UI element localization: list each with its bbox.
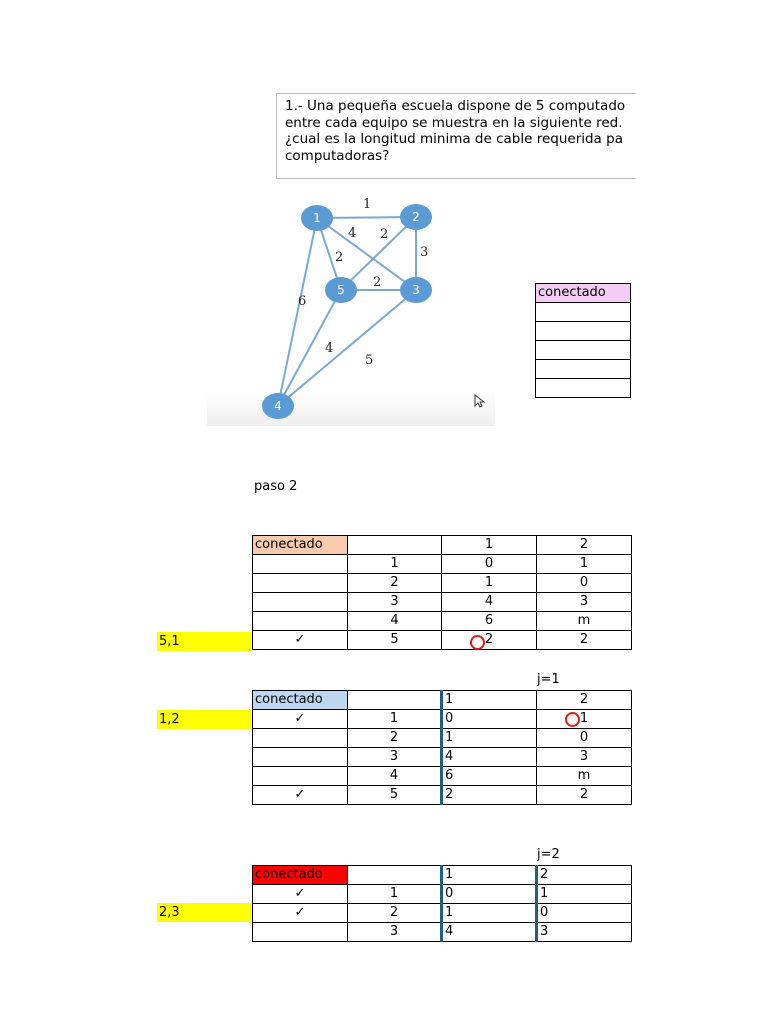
side-table-cell <box>536 341 631 360</box>
node-label-3: 3 <box>412 283 420 297</box>
value-cell: 0 <box>537 574 632 593</box>
paso-label: paso 2 <box>254 479 298 494</box>
value-cell: 3 <box>537 748 632 767</box>
value-cell: 1 <box>537 885 632 904</box>
row-label-highlight: 2,3 <box>157 903 251 922</box>
table1-col-header <box>348 536 442 555</box>
table1-header-conectado: conectado <box>253 536 348 555</box>
value-cell: 1 <box>442 729 537 748</box>
node-cell: 5 <box>348 786 442 805</box>
node-cell: 1 <box>348 885 442 904</box>
problem-line: computadoras? <box>285 147 390 164</box>
table-row <box>253 904 632 923</box>
row-label-highlight: 5,1 <box>157 632 251 651</box>
value-cell: 1 <box>442 904 537 923</box>
value-cell: 0 <box>442 555 537 574</box>
node-cell: 3 <box>348 748 442 767</box>
table-row <box>253 729 632 748</box>
node-label-2: 2 <box>412 210 420 224</box>
red-circle-mark <box>565 712 580 727</box>
check-cell <box>253 748 348 767</box>
table2-col-header <box>348 691 442 710</box>
edge-label-2-3: 3 <box>420 245 429 260</box>
j1-label: j=1 <box>537 672 560 687</box>
check-cell <box>253 574 348 593</box>
red-circle-mark <box>470 635 485 650</box>
table-row <box>253 574 632 593</box>
table3-header-conectado: conectado <box>253 866 348 885</box>
check-cell <box>253 923 348 942</box>
check-cell: ✓ <box>253 710 348 729</box>
problem-line: 1.- Una pequeña escuela dispone de 5 computado <box>285 98 626 114</box>
value-cell: m <box>537 767 632 786</box>
side-table-header: conectado <box>536 284 631 303</box>
problem-line: ¿cual es la longitud minima de cable requerida pa <box>285 131 623 147</box>
check-cell <box>253 767 348 786</box>
problem-line: entre cada equipo se muestra en la siguiente red. <box>285 114 623 131</box>
table-row <box>253 767 632 786</box>
side-conectado-table <box>535 283 631 398</box>
check-cell: ✓ <box>253 786 348 805</box>
edge-label-5-4: 4 <box>325 341 334 356</box>
value-cell: 3 <box>537 593 632 612</box>
node-cell: 4 <box>348 612 442 631</box>
node-cell: 2 <box>348 904 442 923</box>
table1-col-header: 2 <box>537 536 632 555</box>
check-cell: ✓ <box>253 885 348 904</box>
check-cell: ✓ <box>253 631 348 650</box>
table3-col-header <box>348 866 442 885</box>
table-j2 <box>252 865 632 942</box>
value-cell: 6 <box>442 612 537 631</box>
check-cell <box>253 593 348 612</box>
node-cell: 3 <box>348 593 442 612</box>
value-cell: 6 <box>442 767 537 786</box>
value-cell: m <box>537 612 632 631</box>
value-cell: 0 <box>537 729 632 748</box>
edge-label-5-3: 2 <box>373 275 382 290</box>
value-cell: 0 <box>442 710 537 729</box>
table3-col-header: 2 <box>537 866 632 885</box>
edge-label-1-2: 1 <box>363 197 372 212</box>
table-row <box>253 612 632 631</box>
node-cell: 1 <box>348 710 442 729</box>
table-row <box>253 555 632 574</box>
value-cell: 4 <box>442 923 537 942</box>
node-cell: 3 <box>348 923 442 942</box>
table-row <box>253 748 632 767</box>
value-cell: 3 <box>537 923 632 942</box>
value-cell: 2 <box>537 631 632 650</box>
table-row <box>253 786 632 805</box>
value-cell: 2 <box>442 631 537 650</box>
value-cell: 1 <box>537 555 632 574</box>
table-j1 <box>252 690 632 805</box>
table2-col-header: 1 <box>442 691 537 710</box>
value-cell: 4 <box>442 593 537 612</box>
node-cell: 1 <box>348 555 442 574</box>
network-graph <box>207 190 495 426</box>
table3-col-header: 1 <box>442 866 537 885</box>
problem-statement <box>276 93 636 179</box>
value-cell: 0 <box>442 885 537 904</box>
value-cell: 1 <box>442 574 537 593</box>
node-label-4: 4 <box>274 399 282 413</box>
side-table-cell <box>536 360 631 379</box>
table2-col-header: 2 <box>537 691 632 710</box>
edge-label-1-3: 4 <box>348 226 357 241</box>
table-row <box>253 593 632 612</box>
edge-label-1-5: 2 <box>335 250 344 265</box>
value-cell: 4 <box>442 748 537 767</box>
value-cell: 0 <box>537 904 632 923</box>
table-paso-2 <box>252 535 632 650</box>
side-table-cell <box>536 322 631 341</box>
edge-1-3 <box>317 218 416 290</box>
value-cell: 2 <box>442 786 537 805</box>
table1-col-header: 1 <box>442 536 537 555</box>
edge-label-1-4: 6 <box>298 294 307 309</box>
check-cell <box>253 555 348 574</box>
j2-label: j=2 <box>537 847 560 862</box>
value-cell: 1 <box>537 710 632 729</box>
value-cell: 2 <box>537 786 632 805</box>
check-cell <box>253 729 348 748</box>
check-cell <box>253 612 348 631</box>
node-cell: 2 <box>348 574 442 593</box>
check-cell: ✓ <box>253 904 348 923</box>
side-table-cell <box>536 303 631 322</box>
edge-label-3-4: 5 <box>365 353 374 368</box>
table-row <box>253 631 632 650</box>
table-row <box>253 923 632 942</box>
node-label-1: 1 <box>313 211 321 225</box>
edge-label-2-5: 2 <box>380 227 389 242</box>
graph-edges <box>278 217 416 406</box>
table2-header-conectado: conectado <box>253 691 348 710</box>
graph-bottom-shade <box>207 390 495 426</box>
node-cell: 4 <box>348 767 442 786</box>
side-table-cell <box>536 379 631 398</box>
row-label-highlight: 1,2 <box>157 710 251 729</box>
node-cell: 5 <box>348 631 442 650</box>
node-cell: 2 <box>348 729 442 748</box>
table-row <box>253 885 632 904</box>
node-label-5: 5 <box>337 283 345 297</box>
